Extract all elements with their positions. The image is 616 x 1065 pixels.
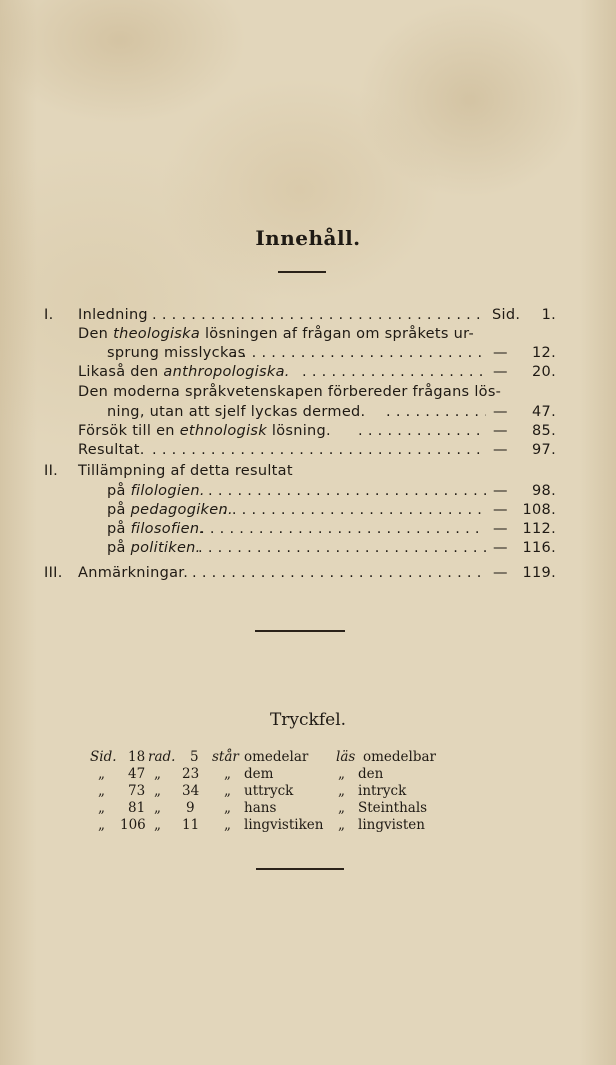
toc-page-number: 98.: [532, 483, 556, 499]
ditto-mark: „: [154, 817, 161, 833]
errata-title: Tryckfel.: [269, 710, 347, 730]
toc-section-number: II.: [44, 463, 59, 479]
toc-entry-label: Tillämpning af detta resultat: [78, 463, 293, 479]
errata-page: 47: [128, 766, 146, 782]
toc-page-number: 116.: [522, 540, 556, 556]
errata-page: 73: [128, 783, 146, 799]
toc-dash: —: [493, 483, 508, 499]
toc-entry-label: Försök till en ethnologisk lösning.: [78, 423, 331, 439]
toc-sid-label: Sid.: [492, 307, 521, 323]
errata-wrong: hans: [244, 800, 277, 816]
toc-page-number: 1.: [541, 307, 556, 323]
toc-dash: —: [493, 521, 508, 537]
toc-dash: —: [493, 502, 508, 518]
toc-page-number: 47.: [532, 404, 556, 420]
errata-line: 5: [190, 749, 199, 765]
errata-right: omedelbar: [363, 749, 437, 765]
errata-page: 106: [120, 817, 146, 833]
toc-entry-label: på filologien.: [107, 483, 205, 499]
toc-dash: —: [493, 565, 508, 581]
errata-wrong: lingvistiken: [244, 817, 324, 833]
toc-page-number: 108.: [522, 502, 556, 518]
errata-right: lingvisten: [358, 817, 425, 833]
toc-entry-label: Den theologiska lösningen af frågan om språkets ur-: [78, 326, 474, 342]
ditto-mark: „: [98, 817, 105, 833]
errata-sid-label: Sid.: [90, 749, 117, 765]
toc-page-number: 97.: [532, 442, 556, 458]
toc-entry-label: sprung misslyckas: [107, 345, 246, 361]
errata-las-label: läs: [336, 749, 356, 765]
ditto-mark: „: [154, 800, 161, 816]
ditto-mark: „: [338, 783, 345, 799]
ditto-mark: „: [154, 766, 161, 782]
toc-page-number: 20.: [532, 364, 556, 380]
ditto-mark: „: [154, 783, 161, 799]
errata-rad-label: rad.: [148, 749, 176, 765]
errata-page: 18: [128, 749, 146, 765]
errata-line: 9: [186, 800, 195, 816]
toc-entry-label: Inledning: [78, 307, 148, 323]
errata-page: 81: [128, 800, 146, 816]
page-title: Innehåll.: [255, 226, 361, 250]
toc-entry-label: på filosofien.: [107, 521, 205, 537]
errata-line: 11: [182, 817, 200, 833]
toc-entry-label: på pedagogiken.: [107, 502, 233, 518]
errata-wrong: omedelar: [244, 749, 309, 765]
errata-right: intryck: [358, 783, 407, 799]
toc-entry-label: ning, utan att sjelf lyckas dermed.: [107, 404, 366, 420]
errata-right: den: [358, 766, 384, 782]
ditto-mark: „: [98, 766, 105, 782]
ditto-mark: „: [338, 766, 345, 782]
toc-section-number: I.: [44, 307, 54, 323]
ditto-mark: „: [224, 766, 231, 782]
ditto-mark: „: [98, 800, 105, 816]
toc-page-number: 85.: [532, 423, 556, 439]
toc-entry-label: på politiken.: [107, 540, 201, 556]
ditto-mark: „: [98, 783, 105, 799]
ditto-mark: „: [338, 817, 345, 833]
toc-page-number: 12.: [532, 345, 556, 361]
errata-wrong: dem: [244, 766, 274, 782]
ditto-mark: „: [224, 783, 231, 799]
errata-right: Steinthals: [358, 800, 428, 816]
toc-entry-label: Likaså den anthropologiska.: [78, 364, 290, 380]
toc-entry-label: Resultat.: [78, 442, 145, 458]
toc-dash: —: [493, 442, 508, 458]
toc-entry-label: Den moderna språkvetenskapen förbereder frågans lös-: [78, 384, 502, 400]
bottom-divider: [256, 868, 344, 870]
ditto-mark: „: [338, 800, 345, 816]
toc-dash: —: [493, 345, 508, 361]
errata-wrong: uttryck: [244, 783, 294, 799]
errata-line: 34: [182, 783, 200, 799]
toc-dash: —: [493, 364, 508, 380]
toc-entry-label: Anmärkningar.: [78, 565, 189, 581]
errata-line: 23: [182, 766, 200, 782]
toc-dash: —: [493, 423, 508, 439]
toc-dash: —: [493, 404, 508, 420]
toc-page-number: 119.: [522, 565, 556, 581]
errata-star-label: står: [212, 749, 239, 765]
toc-dash: —: [493, 540, 508, 556]
ditto-mark: „: [224, 800, 231, 816]
toc-section-number: III.: [44, 565, 63, 581]
toc-page-number: 112.: [522, 521, 556, 537]
ditto-mark: „: [224, 817, 231, 833]
